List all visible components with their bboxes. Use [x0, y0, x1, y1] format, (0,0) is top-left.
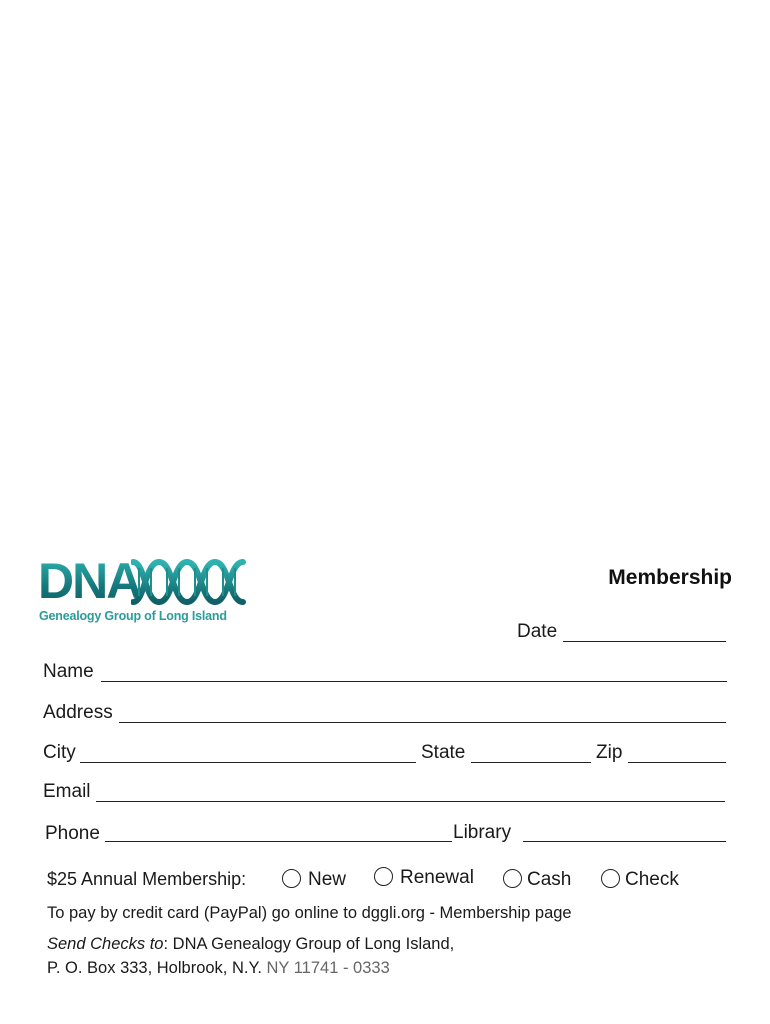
radio-circle-icon[interactable] — [374, 867, 393, 886]
form-title: Membership — [608, 566, 732, 589]
zip-code-text: NY 11741 - 0333 — [266, 959, 390, 977]
po-box-text: P. O. Box 333, Holbrook, N.Y. — [47, 959, 267, 977]
option-renewal-label: Renewal — [400, 867, 474, 888]
send-checks-label: Send Checks to — [47, 935, 164, 953]
city-field[interactable] — [80, 762, 416, 763]
paypal-note: To pay by credit card (PayPal) go online to dggli.org - Membership page — [47, 904, 572, 922]
option-check-label: Check — [625, 869, 679, 890]
dna-helix-icon — [131, 556, 249, 608]
logo-dna-text: DNA — [38, 553, 141, 609]
option-new[interactable] — [282, 869, 346, 891]
zip-label: Zip — [596, 742, 623, 763]
email-label: Email — [43, 781, 91, 802]
state-label: State — [421, 742, 466, 763]
logo-subtitle: Genealogy Group of Long Island — [39, 609, 227, 623]
address-label: Address — [43, 702, 113, 723]
membership-fee-label: $25 Annual Membership: — [47, 869, 247, 889]
state-field[interactable] — [471, 762, 591, 763]
option-renewal[interactable] — [374, 867, 474, 889]
email-field[interactable] — [96, 801, 725, 802]
option-cash[interactable] — [503, 869, 571, 891]
address-field[interactable] — [119, 722, 726, 723]
option-cash-label: Cash — [527, 869, 572, 890]
radio-circle-icon[interactable] — [503, 869, 522, 888]
city-label: City — [43, 742, 76, 763]
phone-field[interactable] — [105, 841, 452, 842]
radio-circle-icon[interactable] — [282, 869, 301, 888]
send-checks-address: : DNA Genealogy Group of Long Island, — [163, 935, 455, 953]
dna-logo — [38, 553, 252, 626]
send-checks-line — [47, 935, 454, 954]
name-field[interactable] — [101, 681, 727, 682]
library-field[interactable] — [523, 841, 726, 842]
po-box-line — [47, 959, 390, 978]
radio-circle-icon[interactable] — [601, 869, 620, 888]
name-label: Name — [43, 661, 94, 682]
option-check[interactable] — [601, 869, 679, 891]
option-new-label: New — [308, 869, 347, 890]
phone-label: Phone — [45, 823, 100, 844]
date-field[interactable] — [563, 641, 726, 642]
library-label: Library — [453, 822, 512, 843]
zip-field[interactable] — [628, 762, 726, 763]
date-label: Date — [517, 621, 558, 642]
